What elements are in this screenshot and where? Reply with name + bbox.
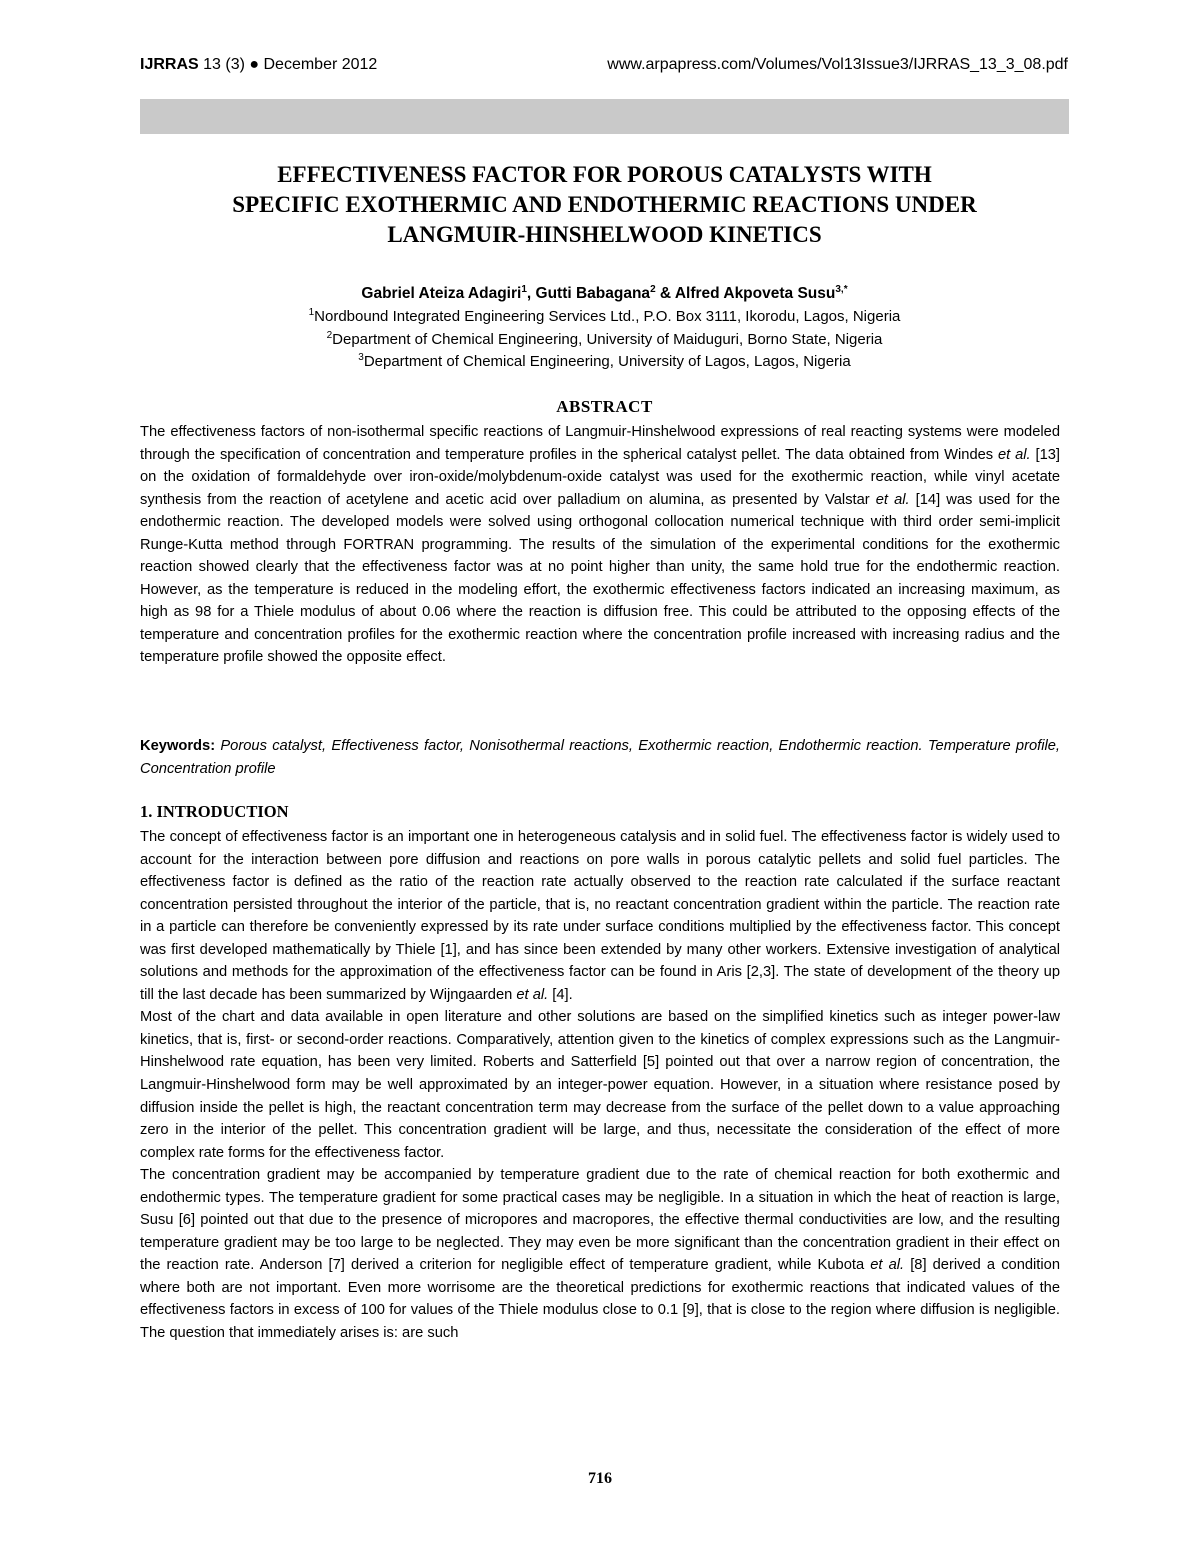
affiliation-text: Department of Chemical Engineering, University of Lagos, Lagos, Nigeria: [363, 353, 851, 370]
running-header: [140, 56, 1068, 80]
author-list: [140, 283, 1069, 305]
journal-citation: [140, 56, 377, 74]
journal-code: IJRRAS: [140, 56, 199, 73]
abstract-text-part: [14] was used for the endothermic reaction. The developed models were solved using orthogonal collocation numerical technique with third order semi-implicit Runge-Kutta method through FORTRAN programming. The results of the simulation of the experimental conditions for the exothermic reaction showed clearly that the effectiveness factor was at no point higher than unity, the same hold true for the endothermic reaction. However, as the temperature is reduced in the modeling effort, the exothermic effectiveness factors indicated an increasing maximum, as high as 98 for a Thiele modulus of about 0.06 where the reaction is diffusion free. This could be attributed to the opposing effects of the temperature and concentration profiles for the exothermic reaction where the concentration profile increased with increasing radius and the temperature profile showed the opposite effect.: [140, 491, 1061, 666]
title-line-1: EFFECTIVENESS FACTOR FOR POROUS CATALYSTS WITH: [277, 162, 932, 187]
abstract-et-al: et al.: [875, 491, 910, 508]
journal-issue: 13 (3) ● December 2012: [198, 56, 378, 73]
author-separator: &: [655, 285, 675, 302]
intro-text-part: [4].: [548, 986, 573, 1003]
header-banner-bar: [140, 99, 1069, 134]
introduction-heading: 1. INTRODUCTION: [140, 802, 289, 821]
intro-text-part: The concentration gradient may be accompanied by temperature gradient due to the rate of chemical reaction for both exothermic and endothermic types. The temperature gradient for some practical cases may be negligible. In a situation in which the heat of reaction is large, Susu [6] pointed out that due to the presence of micropores and macropores, the effective thermal conductivities are low, and the resulting temperature gradient may be too large to be neglected. They may even be more significant than the concentration gradient in their effect on the reaction rate. Anderson [7] derived a criterion for negligible effect of temperature gradient, while Kubota: [140, 1167, 1060, 1274]
intro-et-al: et al.: [870, 1257, 905, 1274]
abstract-heading: ABSTRACT: [556, 397, 653, 416]
keywords-text: Porous catalyst, Effectiveness factor, Nonisothermal reactions, Exothermic reaction, Endothermic reaction. Temperature profile, Concentration profile: [140, 738, 1060, 777]
intro-text-part: The concept of effectiveness factor is an important one in heterogeneous catalysis and in solid fuel. The effectiveness factor is widely used to account for the interaction between pore diffusion and reactions on pore walls in porous catalytic pellets and solid fuel particles. The effectiveness factor is defined as the ratio of the reaction rate actually observed to the reaction rate calculated if the surface reactant concentration persisted throughout the interior of the particle, that is, no reactant concentration gradient within the particle. The reaction rate in a particle can therefore be conveniently expressed by its rate under surface conditions multiplied by the effectiveness factor. This concept was first developed mathematically by Thiele [1], and has since been extended by many other workers. Extensive investigation of analytical solutions and methods for the approximation of the effectiveness factor can be found in Aris [2,3]. The state of development of the theory up till the last decade has been summarized by Wijngaarden: [140, 829, 1060, 1003]
author-separator: ,: [526, 285, 536, 302]
affiliation-number: 1: [308, 307, 315, 318]
author-affil-mark: 2: [650, 283, 656, 295]
introduction-body: [140, 826, 1060, 1345]
author-name: Gutti Babagana: [535, 285, 651, 302]
affiliation-text: Department of Chemical Engineering, University of Maiduguri, Borno State, Nigeria: [332, 330, 883, 348]
abstract-text-part: [13] on the oxidation of formaldehyde over iron-oxide/molybdenum-oxide catalyst was used for the exothermic reaction, while vinyl acetate synthesis from the reaction of acetylene and acetic acid over palladium on alumina, as presented by Valstar: [140, 446, 1060, 508]
affiliation-line: [140, 306, 1069, 329]
article-url[interactable]: www.arpapress.com/Volumes/Vol13Issue3/IJRRAS_13_3_08.pdf: [607, 56, 1068, 73]
affiliation-line: [140, 329, 1069, 352]
keywords-label: Keywords:: [140, 738, 216, 754]
title-line-2: SPECIFIC EXOTHERMIC AND ENDOTHERMIC REACTIONS UNDER: [232, 192, 977, 217]
intro-text-part: [8] derived a condition where both are not important. Even more worrisome are the theoretical predictions for exothermic reactions that indicated values of the effectiveness factors in excess of 100 for values of the Thiele modulus close to 0.1 [9], that is close to the region where diffusion is negligible. The question that immediately arises is: are such: [140, 1257, 1060, 1342]
affiliation-text: Nordbound Integrated Engineering Services Ltd., P.O. Box 3111, Ikorodu, Lagos, Nigeria: [314, 308, 901, 325]
author-name: Alfred Akpoveta Susu: [674, 285, 836, 302]
affiliation-number: 2: [326, 329, 333, 341]
paper-title: [140, 160, 1069, 250]
keywords: [140, 735, 1060, 780]
author-name: Gabriel Ateiza Adagiri: [361, 285, 522, 302]
abstract-et-al: et al.: [998, 446, 1031, 463]
abstract-text-part: The effectiveness factors of non-isothermal specific reactions of Langmuir-Hinshelwood expressions of real reacting systems were modeled through the specification of concentration and temperature profiles in the spherical catalyst pellet. The data obtained from Windes: [140, 424, 1060, 463]
intro-et-al: et al.: [516, 986, 549, 1003]
page-number: 716: [588, 1470, 612, 1487]
affiliation-line: [140, 351, 1069, 374]
author-affil-mark: 1: [521, 283, 527, 295]
intro-paragraph-2: Most of the chart and data available in open literature and other solutions are based on the simplified kinetics such as integer power-law kinetics, that is, first- or second-order reactions. Comparatively, attention given to the kinetics of complex expressions such as the Langmuir-Hinshelwood rate equation, has been very limited. Roberts and Satterfield [5] pointed out that over a narrow region of concentration, the Langmuir-Hinshelwood form may be well approximated by an integer-power equation. However, in a situation where resistance posed by diffusion inside the pellet is high, the reactant concentration term may decrease from the surface of the pellet down to a value approaching zero in the interior of the pellet. This concentration gradient will be large, and thus, necessitate the consideration of the effect of more complex rate forms for the effectiveness factor.: [140, 1009, 1060, 1161]
title-line-3: LANGMUIR-HINSHELWOOD KINETICS: [387, 222, 822, 247]
affiliation-number: 3: [358, 352, 364, 363]
affiliation-list: [140, 306, 1069, 374]
intro-paragraph-1: [140, 826, 1060, 1006]
abstract-body: [140, 421, 1060, 669]
author-affil-mark: 3,*: [835, 283, 848, 295]
intro-paragraph-3: [140, 1164, 1060, 1344]
